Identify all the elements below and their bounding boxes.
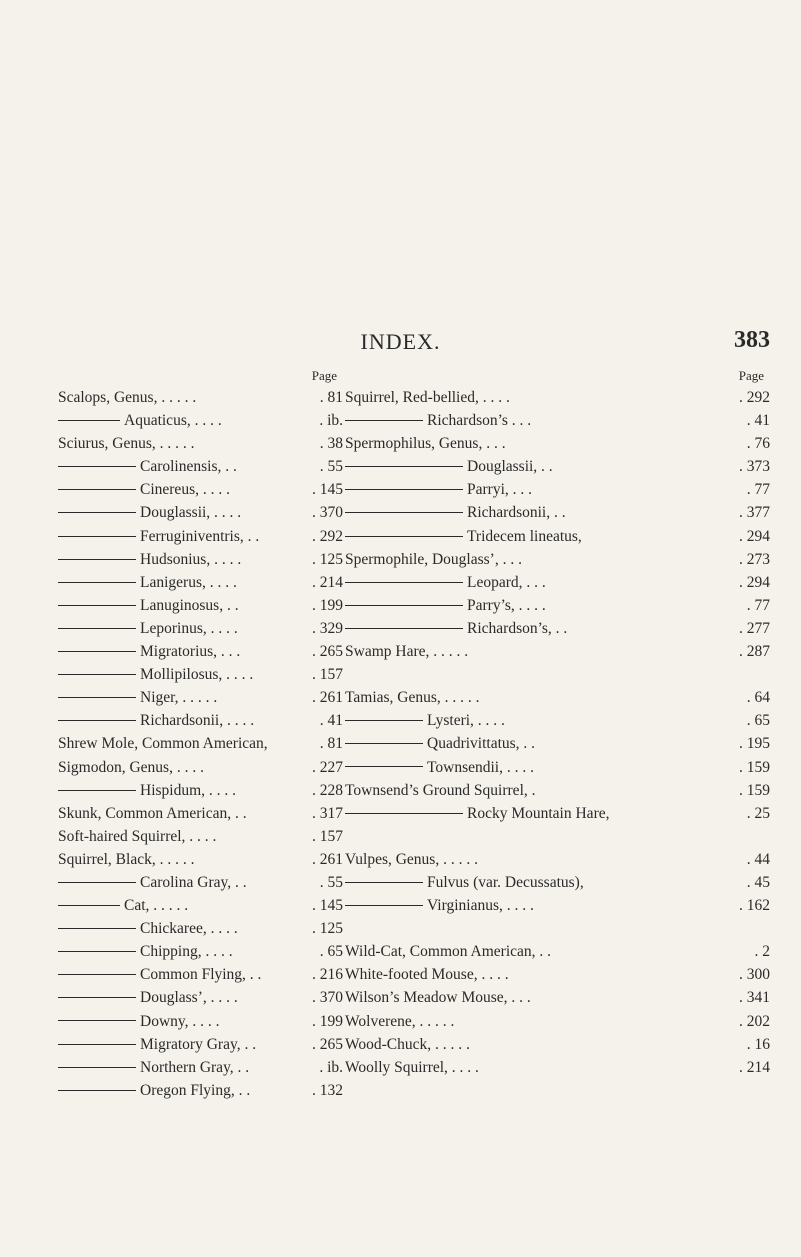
- entry-text: Carolinensis, . .: [140, 458, 237, 476]
- entry-text: Tridecem lineatus,: [467, 527, 582, 545]
- entry-page-number: . 81: [319, 389, 343, 406]
- entry-page-number: . 195: [739, 735, 770, 753]
- entry-page-number: . 199: [312, 596, 343, 614]
- entry-label: [58, 871, 247, 894]
- ditto-dash: [58, 651, 136, 652]
- entry-label: [345, 732, 535, 755]
- entry-page-number: . 65: [319, 943, 343, 961]
- entry-page-number: . 202: [739, 1012, 770, 1030]
- index-entry: [345, 478, 770, 501]
- index-entry: [58, 1010, 343, 1033]
- entry-label: [345, 963, 509, 986]
- entry-text: Downy, . . . .: [140, 1012, 220, 1030]
- entry-text: Douglassii, . . . .: [140, 504, 242, 522]
- index-entry: [58, 663, 343, 686]
- entry-label: [58, 686, 217, 709]
- index-entry: [58, 963, 343, 986]
- entry-page-number: . 125: [312, 920, 343, 938]
- entry-text: Northern Gray, . .: [140, 1058, 250, 1076]
- entry-label: [345, 871, 584, 894]
- entry-text: Richardsonii, . . . .: [140, 712, 255, 730]
- entry-page-number: . 65: [746, 712, 770, 730]
- entry-page-number: . 157: [312, 827, 343, 845]
- index-entry: [345, 963, 770, 986]
- entry-label: [58, 986, 238, 1009]
- entry-text: Fulvus (var. Decussatus),: [427, 873, 584, 891]
- ditto-dash: [58, 905, 120, 906]
- entry-page-number: . 227: [312, 758, 343, 776]
- entry-text: Chickaree, . . . .: [140, 920, 238, 938]
- entry-label: [345, 894, 534, 917]
- entry-text: Hudsonius, . . . .: [140, 550, 242, 568]
- ditto-dash: [58, 697, 136, 698]
- ditto-dash: [345, 766, 423, 767]
- ditto-dash: [58, 674, 136, 675]
- ditto-dash: [345, 628, 463, 629]
- entry-label: [58, 478, 230, 501]
- index-entry: [345, 525, 770, 548]
- entry-text: Spermophile, Douglass’, . . .: [345, 550, 522, 568]
- entry-text: Lanigerus, . . . .: [140, 573, 237, 591]
- entry-label: [345, 548, 522, 571]
- entry-text: Aquaticus, . . . .: [124, 412, 222, 430]
- entry-page-number: . 292: [739, 389, 770, 406]
- ditto-dash: [345, 720, 423, 721]
- entry-page-number: . 199: [312, 1012, 343, 1030]
- entry-text: Leporinus, . . . .: [140, 619, 238, 637]
- entry-label: [58, 548, 241, 571]
- ditto-dash: [345, 905, 423, 906]
- entry-page-number: . 25: [746, 804, 770, 822]
- entry-label: [345, 686, 480, 709]
- index-entry: [345, 1033, 770, 1056]
- entry-page-number: . 287: [739, 643, 770, 661]
- entry-page-number: . 77: [746, 481, 770, 499]
- entry-label: [58, 756, 204, 779]
- entry-page-number: . 277: [739, 619, 770, 637]
- index-entry: [345, 1056, 770, 1079]
- entry-text: Townsendii, . . . .: [427, 758, 534, 776]
- right-column: [345, 368, 770, 1079]
- ditto-dash: [58, 628, 136, 629]
- left-entries: [58, 386, 343, 1102]
- ditto-dash: [345, 582, 463, 583]
- entry-label: [345, 409, 531, 432]
- index-entry: [345, 871, 770, 894]
- entry-text: Common Flying, . .: [140, 966, 262, 984]
- entry-page-number: . 77: [746, 596, 770, 614]
- entry-label: [58, 1056, 249, 1079]
- entry-page-number: . 162: [739, 897, 770, 915]
- entry-label: [345, 756, 534, 779]
- entry-page-number: . 377: [739, 504, 770, 522]
- entry-label: [58, 525, 259, 548]
- index-entry: [58, 501, 343, 524]
- entry-label: [345, 525, 582, 548]
- entry-label: [345, 455, 553, 478]
- entry-label: [345, 1033, 470, 1056]
- entry-text: Parryi, . . .: [467, 481, 533, 499]
- index-entry: [345, 848, 770, 871]
- entry-text: Cinereus, . . . .: [140, 481, 230, 499]
- ditto-dash: [58, 582, 136, 583]
- index-entry: [58, 1056, 343, 1079]
- index-entry: [345, 686, 770, 709]
- entry-page-number: . 64: [746, 689, 770, 707]
- entry-page-number: . 125: [312, 550, 343, 568]
- entry-label: [345, 571, 546, 594]
- entry-page-number: . 265: [312, 1035, 343, 1053]
- index-entry: [58, 1033, 343, 1056]
- ditto-dash: [58, 928, 136, 929]
- entry-page-number: . ib.: [319, 1058, 343, 1076]
- entry-text: Tamias, Genus, . . . . .: [345, 689, 480, 707]
- index-entry: [345, 894, 770, 917]
- index-entry: [345, 1010, 770, 1033]
- index-entry: [58, 617, 343, 640]
- entry-page-number: . 228: [312, 781, 343, 799]
- entry-text: Quadrivittatus, . .: [427, 735, 536, 753]
- entry-page-number: . 214: [739, 1058, 770, 1076]
- entry-label: [58, 779, 236, 802]
- entry-page-number: . 76: [746, 435, 770, 453]
- index-entry: [345, 617, 770, 640]
- entry-text: Migratorius, . . .: [140, 643, 241, 661]
- entry-page-number: . 16: [746, 1035, 770, 1053]
- entry-label: [58, 940, 233, 963]
- index-entry: [58, 640, 343, 663]
- entry-page-number: . 273: [739, 550, 770, 568]
- entry-page-number: . 2: [754, 943, 770, 961]
- ditto-dash: [58, 951, 136, 952]
- index-entry: [345, 386, 770, 409]
- entry-page-number: . 214: [312, 573, 343, 591]
- entry-page-number: . 216: [312, 966, 343, 984]
- entry-text: Wilson’s Meadow Mouse, . . .: [345, 989, 531, 1007]
- entry-page-number: . 261: [312, 850, 343, 868]
- entry-text: Townsend’s Ground Squirrel, .: [345, 781, 536, 799]
- entry-text: Douglass’, . . . .: [140, 989, 238, 1007]
- ditto-dash: [58, 605, 136, 606]
- entry-text: Squirrel, Red-bellied, . . . .: [345, 389, 510, 406]
- entry-label: [345, 386, 510, 409]
- index-entry: [58, 709, 343, 732]
- entry-label: [58, 501, 241, 524]
- index-entry: [58, 455, 343, 478]
- ditto-dash: [58, 1090, 136, 1091]
- ditto-dash: [345, 512, 463, 513]
- left-page-heading: Page: [311, 368, 337, 383]
- entry-page-number: . 294: [739, 527, 770, 545]
- index-entry: [58, 571, 343, 594]
- entry-label: [345, 940, 551, 963]
- entry-label: [345, 986, 531, 1009]
- ditto-dash: [58, 559, 136, 560]
- index-entry: [58, 548, 343, 571]
- entry-text: Richardson’s, . .: [467, 619, 568, 637]
- entry-text: Soft-haired Squirrel, . . . .: [58, 827, 217, 845]
- entry-page-number: . 265: [312, 643, 343, 661]
- index-entry: [345, 409, 770, 432]
- entry-text: Carolina Gray, . .: [140, 873, 247, 891]
- ditto-dash: [58, 1067, 136, 1068]
- index-entry: [345, 548, 770, 571]
- entry-text: Hispidum, . . . .: [140, 781, 237, 799]
- index-entry: [345, 986, 770, 1009]
- entry-label: [58, 709, 254, 732]
- entry-text: Migratory Gray, . .: [140, 1035, 257, 1053]
- entry-text: Squirrel, Black, . . . . .: [58, 850, 195, 868]
- page-number: 383: [734, 327, 770, 353]
- index-entry: [58, 802, 343, 825]
- entry-text: Leopard, . . .: [467, 573, 546, 591]
- page-title: INDEX.: [360, 329, 441, 354]
- entry-text: Swamp Hare, . . . . .: [345, 643, 469, 661]
- index-entry: [345, 432, 770, 455]
- entry-label: [58, 432, 194, 455]
- index-entry: [58, 525, 343, 548]
- entry-text: Sigmodon, Genus, . . . .: [58, 758, 204, 776]
- ditto-dash: [58, 882, 136, 883]
- ditto-dash: [345, 882, 423, 883]
- section-gap: [345, 917, 770, 940]
- entry-text: Woolly Squirrel, . . . .: [345, 1058, 479, 1076]
- section-gap: [345, 825, 770, 848]
- entry-page-number: . 55: [319, 458, 343, 476]
- index-entry: [345, 571, 770, 594]
- index-entry: [345, 732, 770, 755]
- entry-text: Wood-Chuck, . . . . .: [345, 1035, 470, 1053]
- index-entry: [345, 455, 770, 478]
- entry-page-number: . 159: [739, 758, 770, 776]
- ditto-dash: [58, 512, 136, 513]
- entry-label: [345, 432, 506, 455]
- entry-page-number: . 132: [312, 1081, 343, 1099]
- entry-page-number: . 317: [312, 804, 343, 822]
- entry-page-number: . 294: [739, 573, 770, 591]
- right-entries: [345, 386, 770, 1079]
- entry-label: [58, 455, 237, 478]
- index-entry: [345, 709, 770, 732]
- entry-page-number: . 159: [739, 781, 770, 799]
- entry-text: Sciurus, Genus, . . . . .: [58, 435, 195, 453]
- entry-text: Ferruginiventris, . .: [140, 527, 260, 545]
- index-entry: [345, 501, 770, 524]
- index-entry: [58, 686, 343, 709]
- ditto-dash: [58, 997, 136, 998]
- entry-label: [345, 779, 536, 802]
- entry-page-number: . 370: [312, 504, 343, 522]
- left-column: [58, 368, 343, 1102]
- entry-label: [345, 1056, 479, 1079]
- entry-label: [58, 386, 196, 409]
- entry-label: [58, 617, 238, 640]
- index-entry: [345, 940, 770, 963]
- entry-page-number: . 41: [746, 412, 770, 430]
- entry-page-number: . 38: [319, 435, 343, 453]
- ditto-dash: [345, 420, 423, 421]
- entry-text: Oregon Flying, . .: [140, 1081, 251, 1099]
- entry-text: White-footed Mouse, . . . .: [345, 966, 509, 984]
- entry-label: [345, 501, 566, 524]
- index-entry: [58, 594, 343, 617]
- entry-label: [345, 594, 546, 617]
- entry-label: [345, 848, 478, 871]
- entry-page-number: . 370: [312, 989, 343, 1007]
- entry-text: Virginianus, . . . .: [427, 897, 534, 915]
- ditto-dash: [58, 720, 136, 721]
- entry-label: [58, 894, 188, 917]
- index-entry: [58, 825, 343, 848]
- ditto-dash: [58, 489, 136, 490]
- entry-page-number: . 341: [739, 989, 770, 1007]
- entry-label: [58, 848, 194, 871]
- ditto-dash: [58, 536, 136, 537]
- index-entry: [345, 756, 770, 779]
- index-entry: [58, 917, 343, 940]
- entry-page-number: . 44: [746, 850, 770, 868]
- ditto-dash: [58, 1020, 136, 1021]
- entry-text: Spermophilus, Genus, . . .: [345, 435, 506, 453]
- section-gap: [345, 663, 770, 686]
- ditto-dash: [58, 974, 136, 975]
- entry-page-number: . 145: [312, 481, 343, 499]
- entry-text: Cat, . . . . .: [124, 897, 189, 915]
- entry-label: [58, 1033, 256, 1056]
- entry-text: Shrew Mole, Common American,: [58, 735, 268, 753]
- index-entry: [58, 386, 343, 409]
- ditto-dash: [58, 1044, 136, 1045]
- entry-page-number: . 292: [312, 527, 343, 545]
- entry-label: [345, 640, 468, 663]
- entry-page-number: . 45: [746, 873, 770, 891]
- index-entry: [58, 986, 343, 1009]
- entry-text: Wild-Cat, Common American, . .: [345, 943, 552, 961]
- entry-label: [58, 732, 268, 755]
- entry-text: Lysteri, . . . .: [427, 712, 505, 730]
- ditto-dash: [345, 743, 423, 744]
- index-entry: [345, 594, 770, 617]
- entry-text: Chipping, . . . .: [140, 943, 233, 961]
- entry-text: Skunk, Common American, . .: [58, 804, 247, 822]
- entry-text: Lanuginosus, . .: [140, 596, 239, 614]
- entry-page-number: . 373: [739, 458, 770, 476]
- index-entry: [345, 802, 770, 825]
- entry-page-number: . 145: [312, 897, 343, 915]
- index-entry: [58, 478, 343, 501]
- entry-label: [58, 640, 240, 663]
- entry-text: Mollipilosus, . . . .: [140, 666, 254, 684]
- entry-label: [58, 802, 247, 825]
- entry-page-number: . 81: [319, 735, 343, 753]
- index-entry: [58, 940, 343, 963]
- entry-page-number: . 157: [312, 666, 343, 684]
- entry-label: [58, 963, 261, 986]
- entry-label: [58, 571, 237, 594]
- entry-label: [345, 709, 505, 732]
- right-page-heading: Page: [738, 368, 764, 383]
- ditto-dash: [345, 489, 463, 490]
- entry-text: Niger, . . . . .: [140, 689, 218, 707]
- index-entry: [345, 779, 770, 802]
- ditto-dash: [58, 466, 136, 467]
- entry-text: Rocky Mountain Hare,: [467, 804, 610, 822]
- index-entry: [58, 1079, 343, 1102]
- entry-label: [345, 478, 532, 501]
- entry-label: [58, 1079, 250, 1102]
- index-entry: [58, 732, 343, 755]
- entry-label: [58, 663, 253, 686]
- entry-text: Parry’s, . . . .: [467, 596, 546, 614]
- entry-label: [58, 409, 222, 432]
- entry-label: [345, 1010, 454, 1033]
- entry-text: Douglassii, . .: [467, 458, 553, 476]
- index-entry: [58, 756, 343, 779]
- entry-label: [58, 917, 238, 940]
- index-entry: [58, 894, 343, 917]
- entry-page-number: . ib.: [319, 412, 343, 430]
- entry-text: Scalops, Genus, . . . . .: [58, 389, 197, 406]
- index-entry: [58, 779, 343, 802]
- entry-label: [58, 825, 216, 848]
- entry-page-number: . 300: [739, 966, 770, 984]
- entry-text: Richardsonii, . .: [467, 504, 566, 522]
- ditto-dash: [345, 536, 463, 537]
- entry-text: Wolverene, . . . . .: [345, 1012, 455, 1030]
- ditto-dash: [58, 420, 120, 421]
- index-entry: [58, 432, 343, 455]
- entry-page-number: . 55: [319, 873, 343, 891]
- ditto-dash: [345, 605, 463, 606]
- index-entry: [58, 848, 343, 871]
- index-entry: [345, 640, 770, 663]
- entry-page-number: . 41: [319, 712, 343, 730]
- ditto-dash: [58, 790, 136, 791]
- entry-label: [345, 802, 609, 825]
- entry-text: Richardson’s . . .: [427, 412, 532, 430]
- index-entry: [58, 409, 343, 432]
- entry-text: Vulpes, Genus, . . . . .: [345, 850, 478, 868]
- ditto-dash: [345, 813, 463, 814]
- entry-label: [58, 1010, 220, 1033]
- entry-page-number: . 329: [312, 619, 343, 637]
- entry-page-number: . 261: [312, 689, 343, 707]
- entry-label: [345, 617, 567, 640]
- ditto-dash: [345, 466, 463, 467]
- index-entry: [58, 871, 343, 894]
- entry-label: [58, 594, 239, 617]
